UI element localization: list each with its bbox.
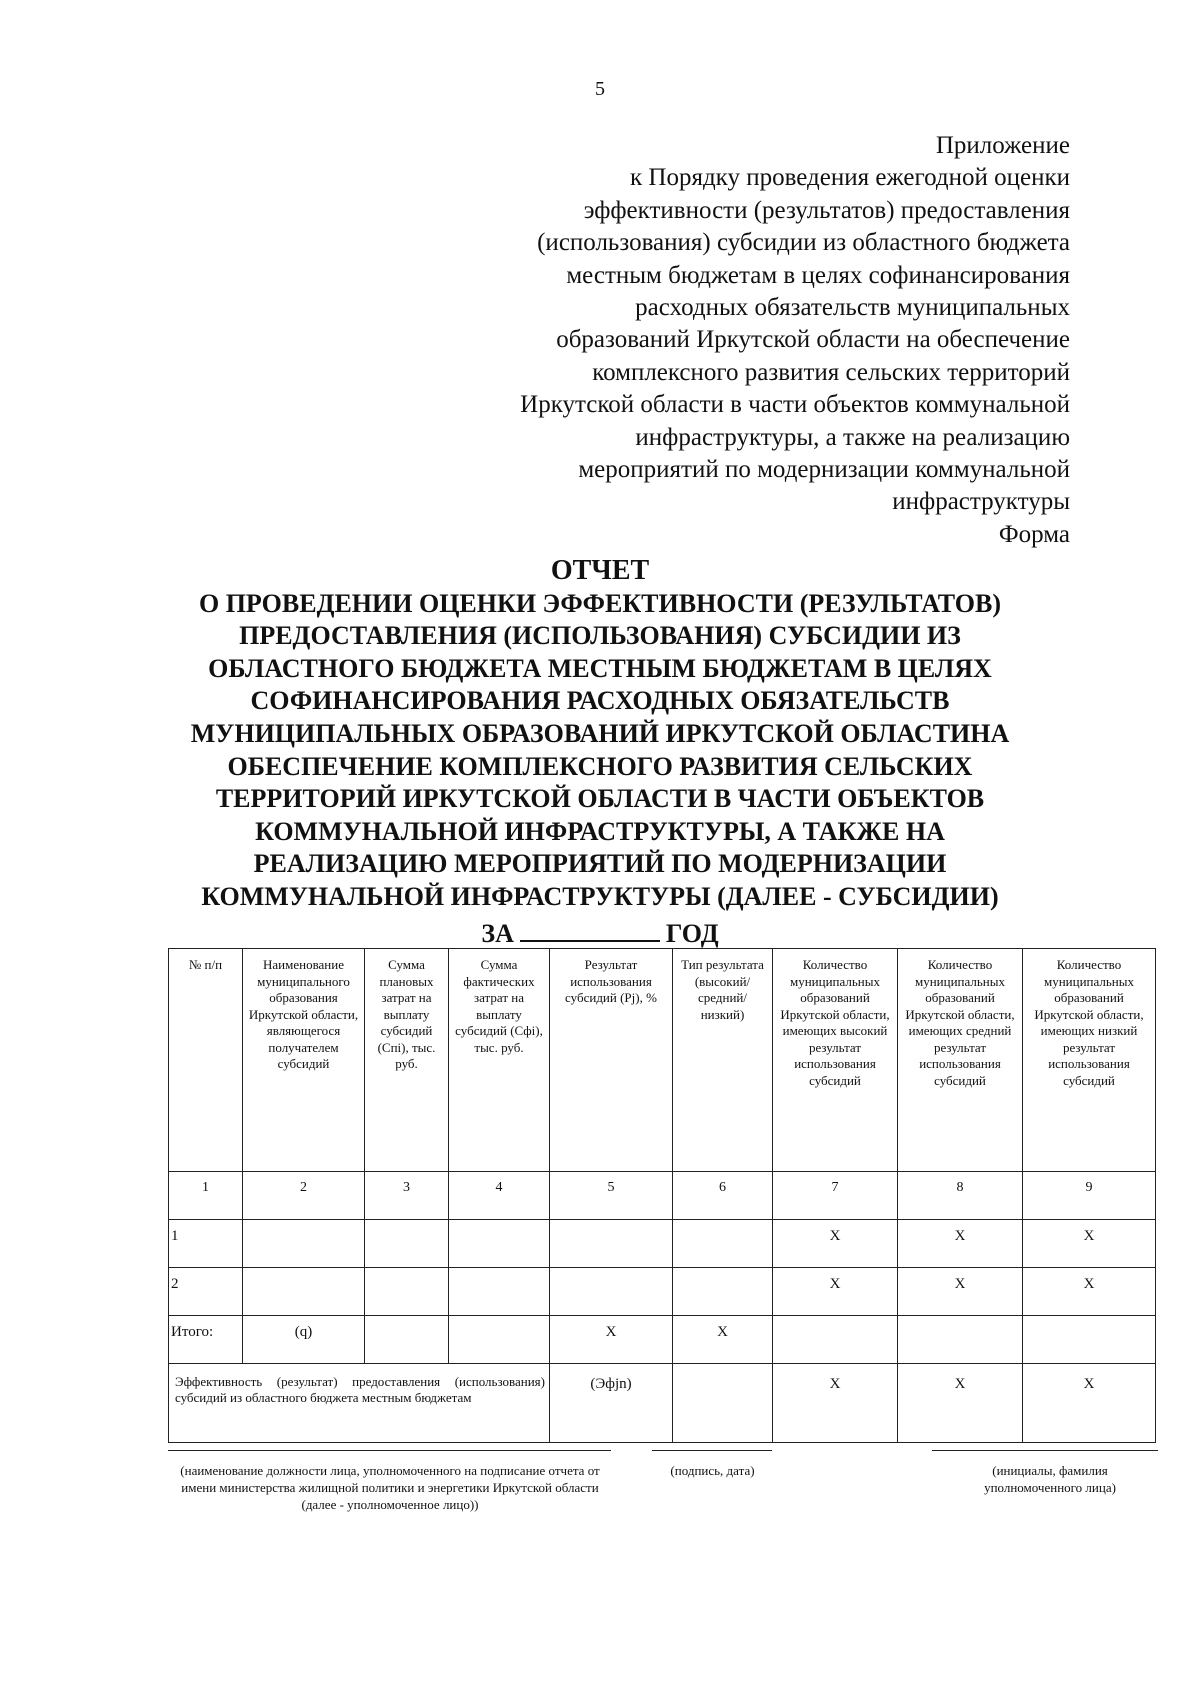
appendix-line: инфраструктуры, а также на реализацию (635, 423, 1070, 451)
title-line: СОФИНАНСИРОВАНИЯ РАСХОДНЫХ ОБЯЗАТЕЛЬСТВ (250, 686, 950, 716)
signature-caption: (подпись, дата) (670, 1463, 755, 1478)
title-line: МУНИЦИПАЛЬНЫХ ОБРАЗОВАНИЙ ИРКУТСКОЙ ОБЛАСТИНА (190, 718, 1010, 748)
column-number: 7 (773, 1172, 898, 1220)
column-number: 5 (550, 1172, 673, 1220)
appendix-line: образований Иркутской области на обеспечение (556, 326, 1070, 354)
table-cell (449, 1268, 550, 1316)
header-row (169, 949, 1156, 1172)
table-cell (365, 1220, 449, 1268)
table-cell (673, 1268, 773, 1316)
report-heading: ОТЧЕТ (550, 555, 650, 586)
name-signature-line (932, 1450, 1158, 1451)
title-line: КОММУНАЛЬНОЙ ИНФРАСТРУКТУРЫ, А ТАКЖЕ НА (255, 816, 945, 846)
za-label: ЗА (481, 918, 514, 948)
header-cell: Результат использования субсидий (Pj), % (550, 949, 673, 1172)
appendix-line: Иркутской области в части объектов коммунальной (520, 391, 1070, 419)
table-cell: X (550, 1316, 673, 1364)
table-cell (449, 1220, 550, 1268)
table-cell (243, 1268, 365, 1316)
table-cell: 1 (169, 1220, 243, 1268)
year-line (160, 914, 1040, 951)
appendix-line: инфраструктуры (892, 488, 1070, 516)
table-row (169, 1220, 1156, 1268)
column-number-row (169, 1172, 1156, 1220)
title-line: ПРЕДОСТАВЛЕНИЯ (ИСПОЛЬЗОВАНИЯ) СУБСИДИИ ИЗ (239, 621, 961, 651)
appendix-line: местным бюджетам в целях софинансирования (566, 261, 1070, 289)
report-table (168, 948, 1156, 1443)
column-number: 8 (898, 1172, 1023, 1220)
header-cell: Количество муниципальных образований Иркутской области, имеющих высокий результат использования субсидий (773, 949, 898, 1172)
table-cell (550, 1220, 673, 1268)
title-line: КОММУНАЛЬНОЙ ИНФРАСТРУКТУРЫ (ДАЛЕЕ - СУБСИДИИ) (201, 881, 999, 911)
table-cell: 2 (169, 1268, 243, 1316)
table-cell: (q) (243, 1316, 365, 1364)
name-caption: (инициалы, фамилия уполномоченного лица) (984, 1463, 1116, 1495)
title-line: ТЕРРИТОРИЙ ИРКУТСКОЙ ОБЛАСТИ В ЧАСТИ ОБЪЕКТОВ (215, 784, 985, 814)
appendix-line: к Порядку проведения ежегодной оценки (630, 164, 1070, 192)
appendix-line: (использования) субсидии из областного бюджета (537, 229, 1070, 257)
table-cell (449, 1316, 550, 1364)
column-number: 9 (1023, 1172, 1156, 1220)
table-cell: X (898, 1364, 1023, 1443)
table-cell: X (773, 1268, 898, 1316)
title-line: РЕАЛИЗАЦИЮ МЕРОПРИЯТИЙ ПО МОДЕРНИЗАЦИИ (253, 849, 947, 879)
appendix-line: комплексного развития сельских территорий (592, 358, 1070, 386)
column-number: 3 (365, 1172, 449, 1220)
table-cell (365, 1268, 449, 1316)
table-cell: X (773, 1220, 898, 1268)
total-label: Итого: (169, 1316, 243, 1364)
table-cell (1023, 1316, 1156, 1364)
efficiency-formula: (Эфjn) (550, 1364, 673, 1443)
table-cell: X (1023, 1364, 1156, 1443)
title-line: О ПРОВЕДЕНИИ ОЦЕНКИ ЭФФЕКТИВНОСТИ (РЕЗУЛЬТАТОВ) (198, 588, 1001, 618)
header-cell: Количество муниципальных образований Иркутской области, имеющих средний результат использования субсидий (898, 949, 1023, 1172)
column-number: 4 (449, 1172, 550, 1220)
title-line: ОБЕСПЕЧЕНИЕ КОМПЛЕКСНОГО РАЗВИТИЯ СЕЛЬСКИХ (227, 751, 973, 781)
form-label: Форма (998, 520, 1070, 548)
title-line: ОБЛАСТНОГО БЮДЖЕТА МЕСТНЫМ БЮДЖЕТАМ В ЦЕЛЯХ (208, 653, 992, 683)
table-cell (550, 1268, 673, 1316)
table-cell (673, 1364, 773, 1443)
appendix-line: расходных обязательств муниципальных (635, 294, 1070, 322)
column-number: 6 (673, 1172, 773, 1220)
appendix-line: эффективности (результатов) предоставления (583, 196, 1070, 224)
table-cell (673, 1220, 773, 1268)
header-cell: Наименование муниципального образования Иркутской области, являющегося получателем субсидий (243, 949, 365, 1172)
page-number: 5 (595, 78, 605, 100)
god-label: ГОД (665, 918, 719, 948)
position-caption: (наименование должности лица, уполномоченного на подписание отчета от имени министерства жилищной политики и энергетики Иркутской области (далее - уполномоченное лицо)) (180, 1463, 600, 1512)
year-blank (520, 914, 660, 942)
header-cell: Тип результата (высокий/ средний/ низкий) (673, 949, 773, 1172)
column-number: 2 (243, 1172, 365, 1220)
table-cell: X (1023, 1220, 1156, 1268)
header-cell: Сумма фактических затрат на выплату субсидий (Сфi), тыс. руб. (449, 949, 550, 1172)
column-number: 1 (169, 1172, 243, 1220)
table-cell (773, 1316, 898, 1364)
header-cell: Количество муниципальных образований Иркутской области, имеющих низкий результат использования субсидий (1023, 949, 1156, 1172)
appendix-line: Приложение (935, 132, 1070, 159)
efficiency-label: Эффективность (результат) предоставления (использования) субсидий из областного бюджета местным бюджетам (169, 1364, 550, 1443)
table-cell (365, 1316, 449, 1364)
table-cell: X (1023, 1268, 1156, 1316)
signature-line (652, 1450, 772, 1451)
table-cell: X (898, 1268, 1023, 1316)
table-cell: X (898, 1220, 1023, 1268)
table-cell: X (773, 1364, 898, 1443)
table-cell: X (673, 1316, 773, 1364)
table-cell (898, 1316, 1023, 1364)
report-title (160, 555, 1040, 950)
table-cell (243, 1220, 365, 1268)
position-signature-line (168, 1450, 611, 1451)
table-row (169, 1268, 1156, 1316)
efficiency-row (169, 1364, 1156, 1443)
total-row (169, 1316, 1156, 1364)
appendix-line: мероприятий по модернизации коммунальной (578, 456, 1070, 484)
header-cell: Сумма плановых затрат на выплату субсидий (Cпi), тыс. руб. (365, 949, 449, 1172)
appendix-block (430, 130, 1070, 551)
header-cell: № п/п (169, 949, 243, 1172)
